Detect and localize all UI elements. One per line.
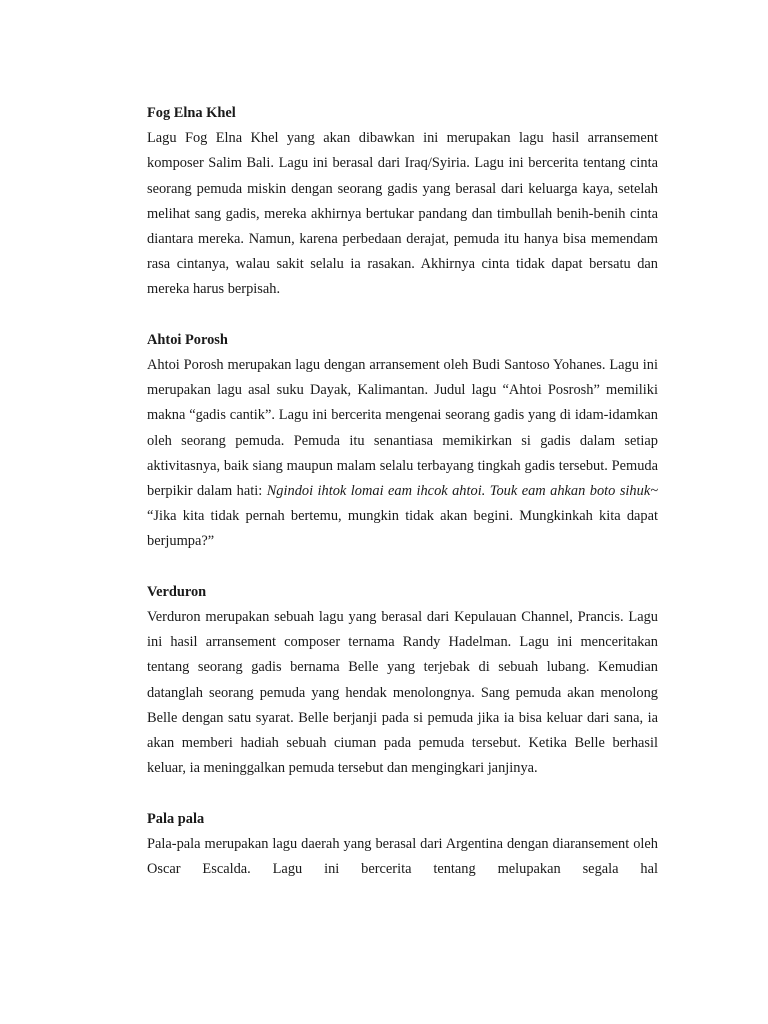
section-body-verduron: Verduron merupakan sebuah lagu yang berasal dari Kepulauan Channel, Prancis. Lagu ini hasil arransement composer ternama Randy Hadelman. Lagu ini menceritakan tentang seorang gadis bernama Belle yang terjebak di sebuah lubang. Kemudian datanglah seorang pemuda yang hendak menolongnya. Sang pemuda akan menolong Belle dengan satu syarat. Belle berjanji pada si pemuda jika ia bisa keluar dari sana, ia akan memberi hadiah sebuah ciuman pada pemuda tersebut. Ketika Belle berhasil keluar, ia meninggalkan pemuda tersebut dan mengingkari janjinya. (147, 609, 658, 777)
paragraph-gap (147, 303, 658, 328)
section-body-fog-elna-khel: Lagu Fog Elna Khel yang akan dibawkan ini merupakan lagu hasil arransement komposer Salim Bali. Lagu ini berasal dari Iraq/Syiria. Lagu ini bercerita tentang cinta seorang pemuda miskin dengan seorang gadis yang berasal dari keluarga kaya, setelah melihat sang gadis, mereka akhirnya bertukar pandang dan timbullah benih-benih cinta diantara mereka. Namun, karena perbedaan derajat, pemuda itu hanya bisa memendam rasa cintanya, walau sakit selalu ia rasakan. Akhirnya cinta tidak dapat bersatu dan mereka harus berpisah. (147, 130, 658, 298)
body-text-italic-lyric: Ngindoi ihtok lomai eam ihcok ahtoi. Touk eam ahkan boto sihuk~ (266, 483, 658, 500)
section-title-fog-elna-khel: Fog Elna Khel (147, 105, 236, 121)
section-body-ahtoi-porosh (147, 353, 658, 555)
paragraph-gap (147, 555, 658, 580)
body-text-after-italic: “Jika kita tidak pernah bertemu, mungkin tidak akan begini. Mungkinkah kita dapat berjumpa?” (147, 508, 658, 550)
paragraph-gap (147, 781, 658, 806)
document-page (147, 101, 658, 882)
section-body-pala-pala: Pala-pala merupakan lagu daerah yang berasal dari Argentina dengan diaransement oleh Oscar Escalda. Lagu ini bercerita tentang melupakan segala hal (147, 835, 658, 878)
body-text-before-italic: Ahtoi Porosh merupakan lagu dengan arransement oleh Budi Santoso Yohanes. Lagu ini merupakan lagu asal suku Dayak, Kalimantan. Judul lagu “Ahtoi Posrosh” memiliki makna “gadis cantik”. Lagu ini bercerita mengenai seorang gadis yang di idam-idamkan oleh seorang pemuda. Pemuda itu senantiasa memikirkan si gadis dalam setiap aktivitasnya, baik siang maupun malam selalu terbayang tingkah gadis tersebut. Pemuda berpikir dalam hati: (147, 357, 658, 500)
section-title-pala-pala: Pala pala (147, 810, 205, 827)
section-title-verduron: Verduron (147, 583, 207, 600)
section-title-ahtoi-porosh: Ahtoi Porosh (147, 331, 228, 348)
